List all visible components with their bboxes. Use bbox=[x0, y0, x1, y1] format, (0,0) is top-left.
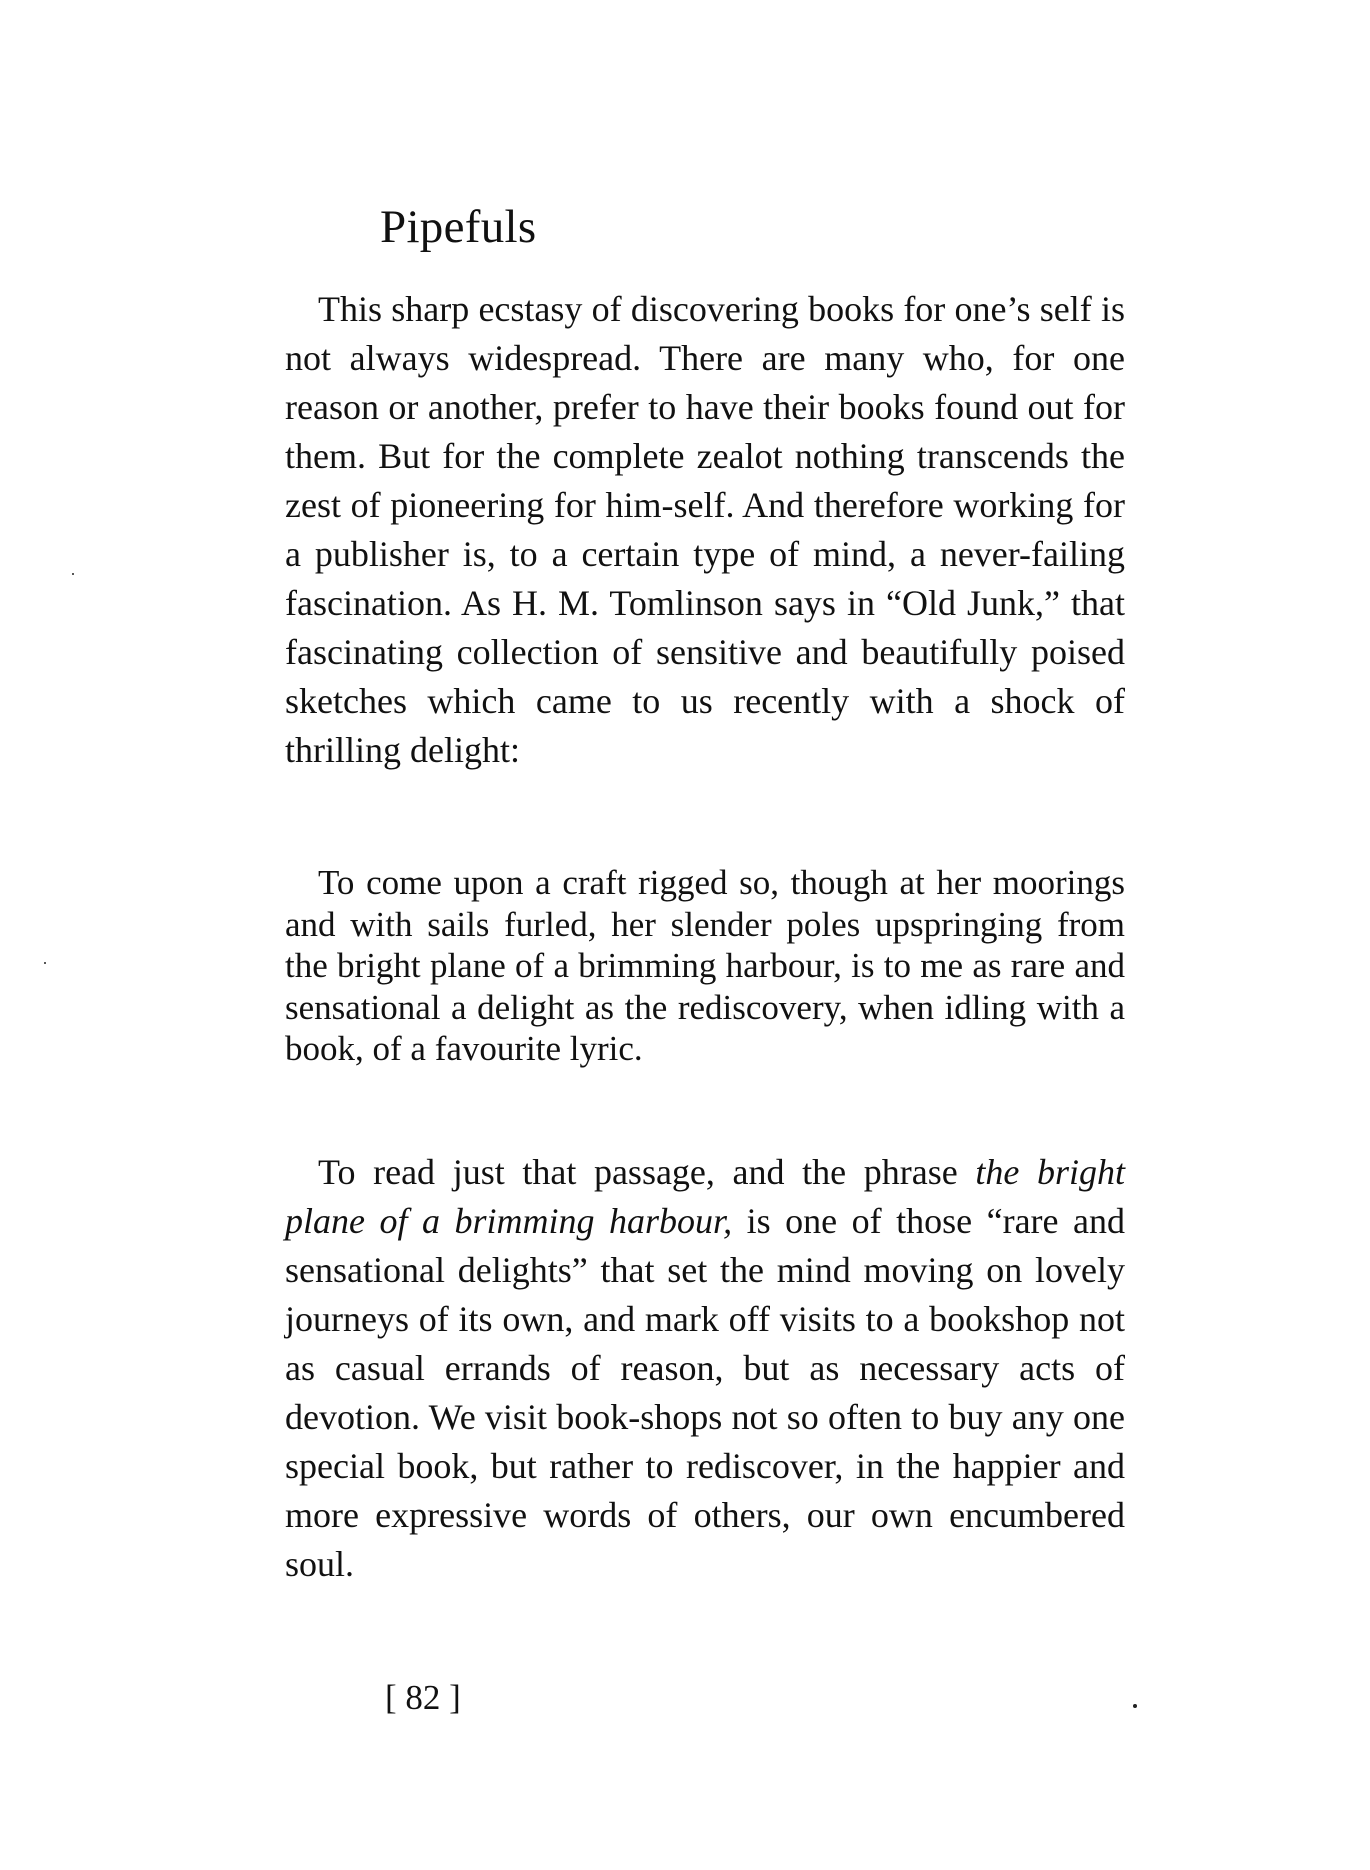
page-number: [ 82 ] bbox=[385, 1678, 461, 1717]
italic-phrase: the bright plane of a brimming harbour, bbox=[285, 1152, 1125, 1241]
scan-speck bbox=[44, 962, 46, 964]
block-quotation: To come upon a craft rigged so, though at her moorings and with sails furled, her slender poles upspringing from the bright plane of a brimming harbour, is to me as rare and sensational a delight as the rediscovery, when idling with a book, of a favourite lyric. bbox=[285, 863, 1125, 1068]
paragraph-2-rest: is one of those “rare and sensational delights” that set the mind moving on lovely journeys of its own, and mark off visits to a bookshop not as casual errands of reason, but as necessary acts of devotion. We visit book-shops not so often to buy any one special book, but rather to rediscover, in the happier and more expressive words of others, our own encumbered soul. bbox=[285, 1201, 1126, 1584]
scan-speck bbox=[72, 573, 74, 575]
scan-speck bbox=[1133, 1704, 1137, 1708]
running-head: Pipefuls bbox=[380, 201, 537, 253]
paragraph-2-lead: To read just that passage, and the phrase bbox=[318, 1152, 976, 1192]
paragraph-1: This sharp ecstasy of discovering books for one’s self is not always widespread. There are many who, for one reason or another, prefer to have their books found out for them. But for the complete zealot nothing transcends the zest of pioneering for him-self. And therefore working for a publisher is, to a certain type of mind, a never-failing fascination. As H. M. Tomlinson says in “Old Junk,” that fascinating collection of sensitive and beautifully poised sketches which came to us recently with a shock of thrilling delight: bbox=[285, 289, 1125, 770]
paragraph-2 bbox=[285, 1148, 1125, 1589]
